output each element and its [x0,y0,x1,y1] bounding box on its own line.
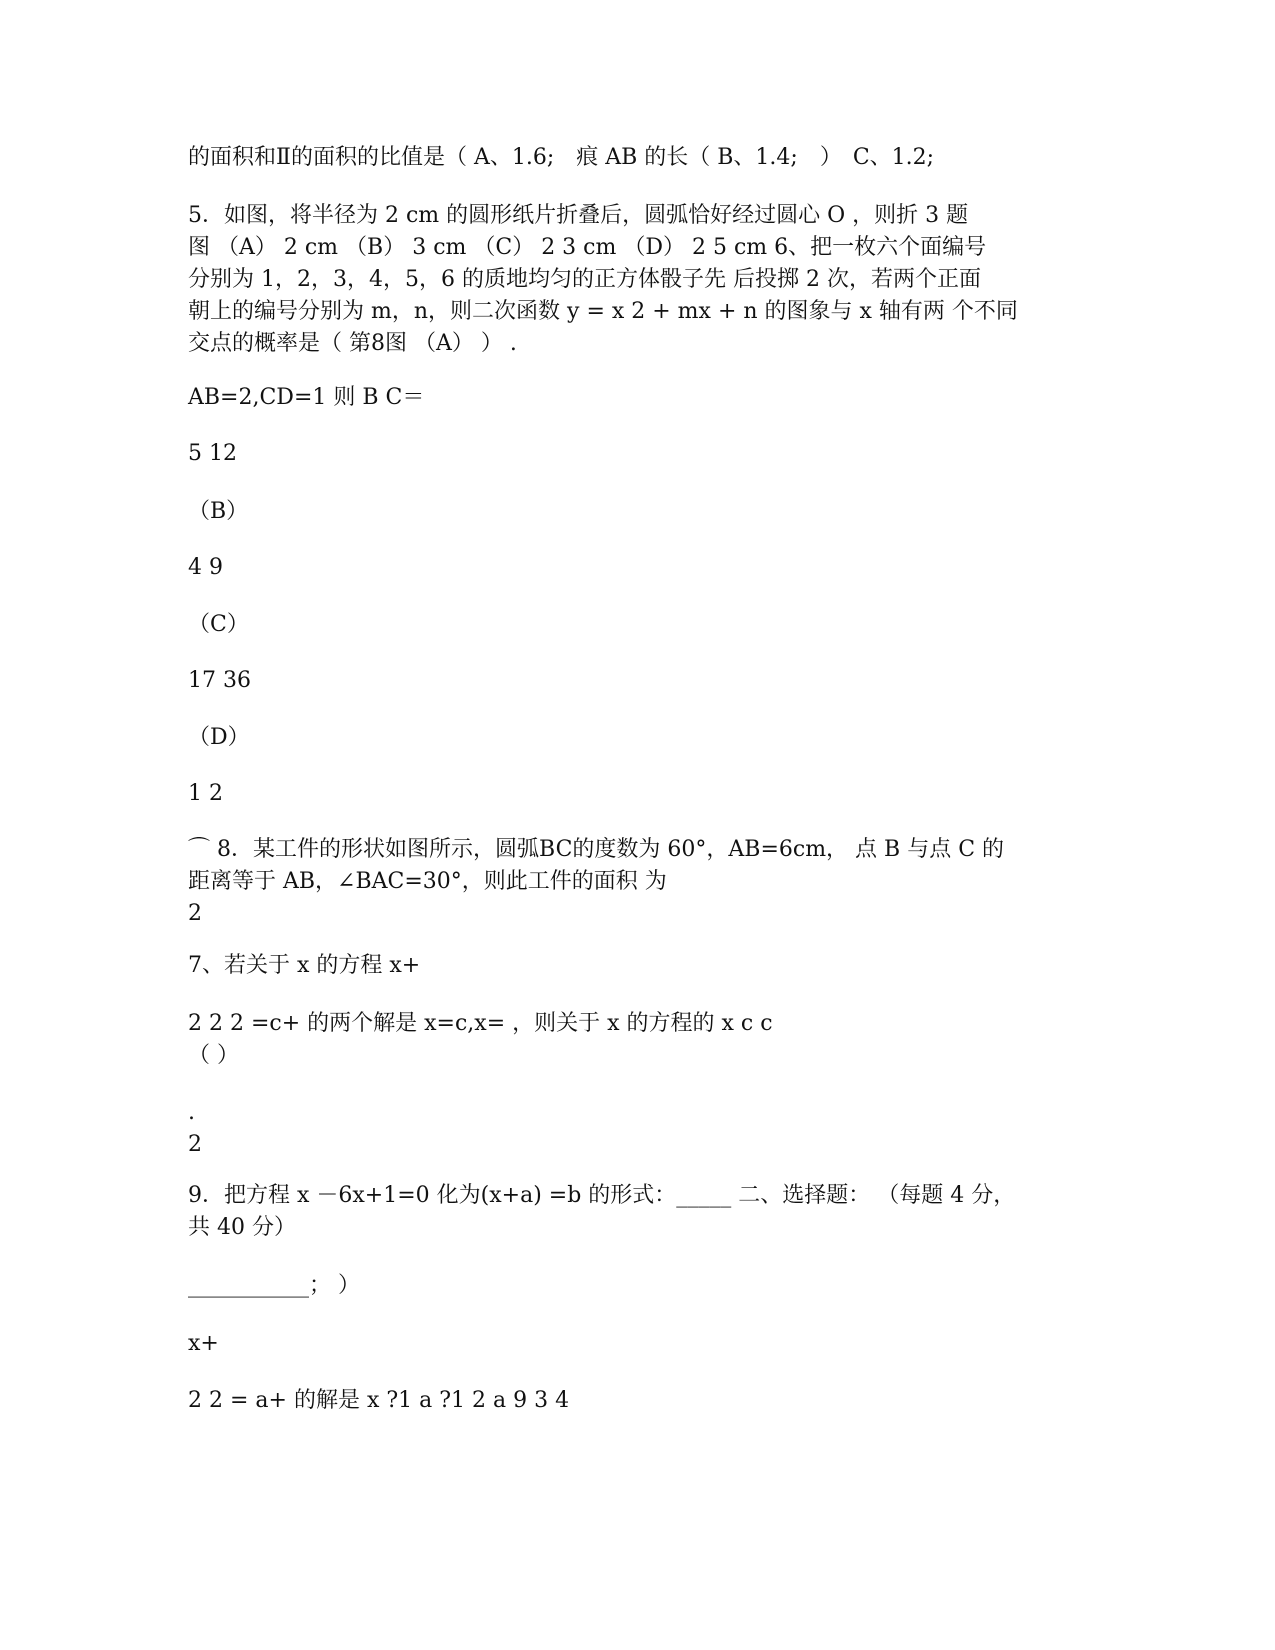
option-value [188,665,1088,697]
text-line: （B） [188,499,249,524]
text-block [188,1270,1088,1302]
text-line: 9．把方程 x －6x+1=0 化为(x+a) =b 的形式：_____ 二、选择题： （每题 4 分， [188,1183,1016,1208]
text-block [188,142,1088,174]
text-line: 朝上的编号分别为 m，n，则二次函数 y = x 2 + mx + n 的图象与 x 轴有两 个不同 [188,299,1018,324]
text-line: 2 2 = a+ 的解是 x ?1 a ?1 2 a 9 3 4 [188,1388,570,1413]
question-5-paragraph [188,200,1088,360]
question-7-paragraph [188,950,1088,982]
option-value [188,552,1088,584]
option-value [188,438,1088,470]
text-line: . [188,1100,195,1125]
text-line: x+ [188,1331,219,1356]
text-line: 5 12 [188,441,237,466]
text-line: 2 [188,1132,202,1157]
text-line: 图 （A） 2 cm （B） 3 cm （C） 2 3 cm （D） 2 5 cm 6、把一枚六个面编号 [188,235,987,260]
option-value [188,778,1088,810]
question-8-paragraph [188,834,1088,930]
text-line: 距离等于 AB，∠BAC=30°，则此工件的面积 为 [188,869,667,894]
text-line: ___________； ） [188,1273,360,1298]
text-block [188,1097,1088,1161]
text-line: ⌒ 8．某工件的形状如图所示，圆弧BC的度数为 60°，AB=6cm， 点 B 与点 C 的 [188,837,1005,862]
text-line: 分别为 1，2，3，4，5，6 的质地均匀的正方体骰子先 后投掷 2 次，若两个正面 [188,267,981,292]
text-line: 交点的概率是（ 第8图 （A） ） . [188,331,517,356]
text-line: （D） [188,725,250,750]
text-block [188,1385,1088,1417]
text-line: 2 2 2 =c+ 的两个解是 x=c,x= ，则关于 x 的方程的 x c c [188,1011,773,1036]
text-block [188,382,1088,414]
option-label [188,496,1088,528]
question-9-paragraph [188,1180,1088,1244]
text-line: （C） [188,612,249,637]
text-line: 7、若关于 x 的方程 x+ [188,953,421,978]
text-block [188,1008,1088,1072]
text-line: 共 40 分） [188,1215,296,1240]
text-line: 的面积和Ⅱ的面积的比值是（ A、1.6; 痕 AB 的长（ B、1.4; ） C、1.2; [188,145,935,170]
option-label [188,609,1088,641]
text-line: 4 9 [188,555,223,580]
text-line: 5．如图，将半径为 2 cm 的圆形纸片折叠后，圆弧恰好经过圆心 O ，则折 3 题 [188,203,969,228]
text-line: AB=2,CD=1 则 B C＝ [188,385,425,410]
text-line: 1 2 [188,781,223,806]
text-line: （ ） [188,1043,239,1068]
option-label [188,722,1088,754]
text-line: 17 36 [188,668,251,693]
text-line: 2 [188,901,202,926]
text-block [188,1328,1088,1360]
